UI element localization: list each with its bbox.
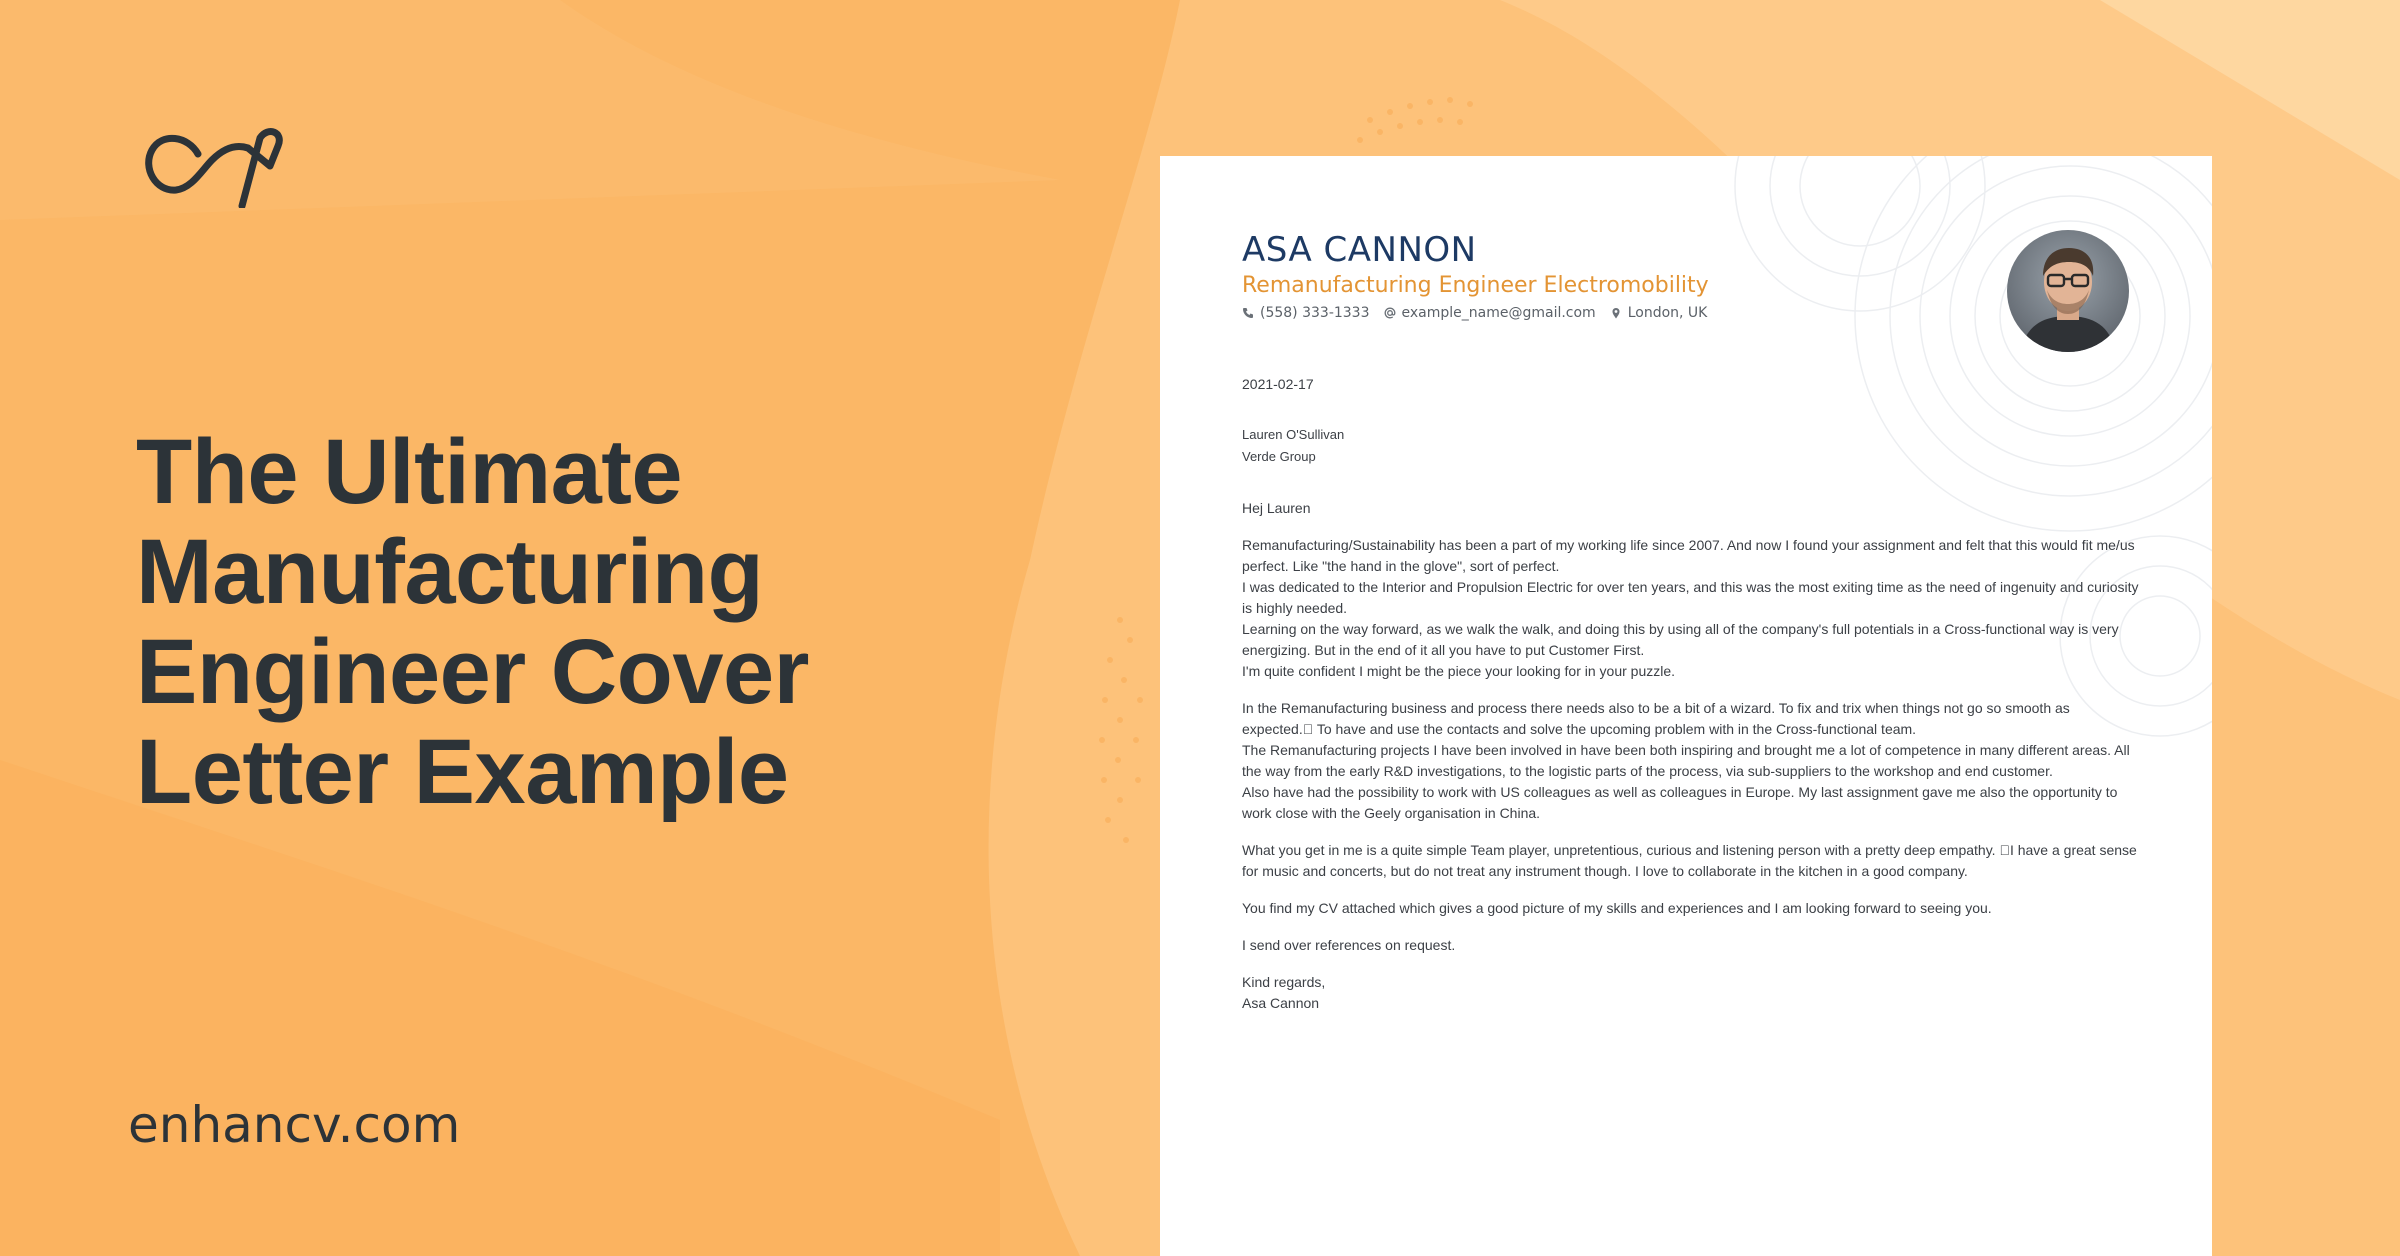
applicant-name: ASA CANNON	[1242, 230, 1477, 270]
letter-closing: Kind regards,	[1242, 974, 1326, 990]
applicant-role: Remanufacturing Engineer Electromobility	[1242, 273, 1709, 298]
letter-signature: Asa Cannon	[1242, 995, 1320, 1011]
recipient-name: Lauren O'Sullivan	[1242, 427, 1345, 442]
at-icon	[1384, 307, 1396, 319]
letter-paragraph: Remanufacturing/Sustainability has been a part of my working life since 2007. And now I found your assignment and felt that this would fit me/us perfect. Like "the hand in the glove", sort of perfect. I was dedicated to the Interior and Propulsion Electric for over ten years, and this was the most exiting time as the need of ingenuity and curiosity is highly needed. Learning on the way forward, as we walk the walk, and doing this by using all of the company's full potentials in a Cross-functional way is very energizing. But in the end of it all you have to put Customer First. I'm quite confident I might be the piece your looking for in your puzzle.	[1242, 537, 2139, 679]
enhancv-logo-icon[interactable]	[140, 126, 296, 208]
recipient-company: Verde Group	[1242, 449, 1316, 464]
contact-email[interactable]	[1384, 302, 1596, 324]
contact-location	[1610, 302, 1708, 324]
phone-text: (558) 333-1333	[1260, 305, 1370, 321]
cover-letter-page	[1160, 156, 2212, 1256]
letter-header	[1242, 230, 2132, 324]
letter-date: 2021-02-17	[1242, 376, 1314, 392]
email-text: example_name@gmail.com	[1401, 305, 1596, 321]
recipient-block	[1242, 424, 1344, 468]
letter-paragraph: I send over references on request.	[1242, 937, 1456, 953]
letter-paragraph: What you get in me is a quite simple Team player, unpretentious, curious and listening person with a pretty deep empathy.  I have a great sense for music and concerts, but do not treat any instrument though. I love to collaborate in the kitchen in a good company.	[1242, 842, 2137, 879]
letter-paragraph: You find my CV attached which gives a good picture of my skills and experiences and I am looking forward to seeing you.	[1242, 900, 1992, 916]
applicant-photo	[2007, 230, 2129, 352]
contact-phone[interactable]	[1242, 302, 1370, 324]
contact-row	[1242, 302, 2132, 324]
location-text: London, UK	[1627, 305, 1708, 321]
letter-greeting: Hej Lauren	[1242, 500, 1311, 516]
site-url[interactable]: enhancv.com	[128, 1096, 461, 1154]
letter-body	[1242, 498, 2142, 1014]
page-headline: The Ultimate Manufacturing Engineer Cover Letter Example	[136, 421, 809, 823]
location-pin-icon	[1610, 307, 1622, 319]
letter-signoff	[1242, 972, 2142, 1014]
letter-paragraph: In the Remanufacturing business and process there needs also to be a bit of a wizard. To fix and trix when things not go so smooth as expected.  To have and use the contacts and solve the upcoming problem with in the Cross-functional team. The Remanufacturing projects I have been involved in have been both inspiring and brought me a lot of competence in many different areas. All the way from the early R&D investigations, to the logistic parts of the process, via sub-suppliers to the workshop and end customer. Also have had the possibility to work with US colleagues as well as colleagues in Europe. My last assignment gave me also the opportunity to work close with the Geely organisation in China.	[1242, 700, 2130, 821]
phone-icon	[1242, 307, 1254, 319]
